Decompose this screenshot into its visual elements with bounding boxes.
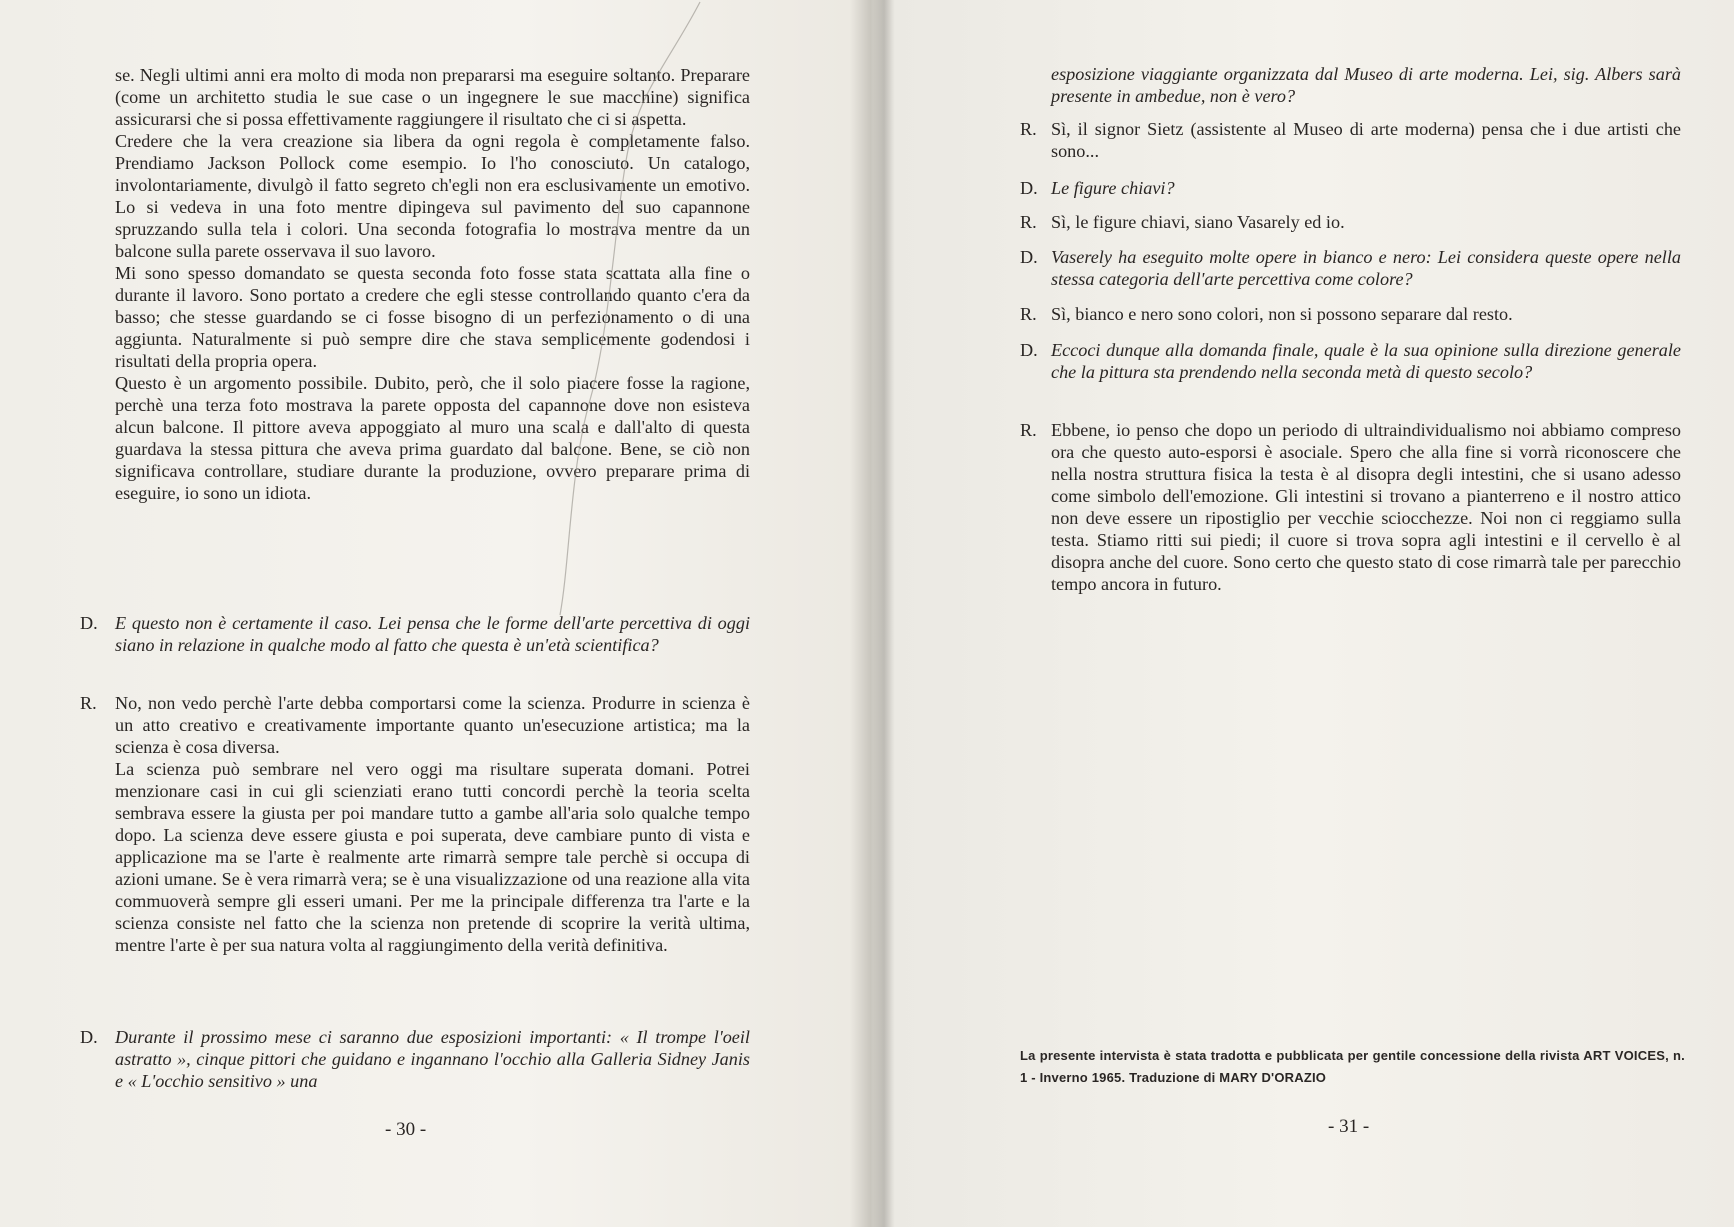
question-text: esposizione viaggiante organizzata dal Museo di arte moderna. Lei, sig. Albers sarà presente in ambedue, non è vero? — [1051, 64, 1681, 106]
page-number: - 30 - — [385, 1119, 427, 1140]
question-mark-label: D. — [80, 613, 98, 633]
paragraph: Credere che la vera creazione sia libera da ogni regola è completamente falso. Prendiamo Jackson Pollock come esempio. Io l'ho conosciuto. Un catalogo, involontariamente, divulgò il fatto segreto ch'egli non era esclusivamente un emotivo. Lo si vedeva in una foto mentre dipingeva sul pavimento del suo capannone spruzzando sulla tela i colori. Una seconda fotografia lo mostrava mentre da un balcone sulla parete osservava il suo lavoro. — [115, 131, 750, 261]
question-text: Le figure chiavi? — [1051, 178, 1175, 198]
question-text: E questo non è certamente il caso. Lei pensa che le forme dell'arte percettiva di oggi siano in relazione in qualche modo al fatto che questa è un'età scientifica? — [115, 613, 750, 655]
paragraph: Mi sono spesso domandato se questa seconda foto fosse stata scattata alla fine o durante il lavoro. Sono portato a credere che egli stesse controllando quanto c'era da basso; che stesse guardando se ci fosse bisogno di un perfezionamento o di una aggiunta. Naturalmente si può sempre dire che stava semplicemente godendosi i risultati della propria opera. — [115, 263, 750, 371]
answer-text: Ebbene, io penso che dopo un periodo di ultraindividualismo noi abbiamo compreso ora che questo auto-esporsi è asociale. Spero che alla fine si vorrà riconoscere che nella nostra struttura fisica la testa è al disopra degli intestini, che si usano adesso come simbolo dell'emozione. Gli intestini si trovano a pianterreno e il nostro attico non deve essere un ripostiglio per vecchie sciocchezze. Noi non ci reggiamo sulla testa. Stiamo ritti sui piedi; il cuore si trova sopra agli intestini e il cervello è al disopra anche del cuore. Sono certo che questo stato di cose rimarrà tale per parecchio tempo ancora in futuro. — [1051, 420, 1681, 594]
answer-mark-label: R. — [1020, 420, 1037, 440]
answer-paragraph: No, non vedo perchè l'arte debba comportarsi come la scienza. Produrre in scienza è un atto creativo e creativamente importante quanto un'esecuzione artistica; ma la scienza è cosa diversa. — [115, 693, 750, 757]
answer-mark-label: R. — [1020, 212, 1037, 232]
left-intro-text — [115, 64, 750, 504]
question-text: Eccoci dunque alla domanda finale, quale è la sua opinione sulla direzione generale che la pittura sta prendendo nella seconda metà di questo secolo? — [1051, 340, 1681, 382]
answer-text: Sì, bianco e nero sono colori, non si possono separare dal resto. — [1051, 304, 1513, 324]
question-mark-label: D. — [80, 1027, 98, 1047]
answer-text: Sì, le figure chiavi, siano Vasarely ed io. — [1051, 212, 1345, 232]
question-mark-label: D. — [1020, 247, 1038, 267]
answer-paragraph: La scienza può sembrare nel vero oggi ma risultare superata domani. Potrei menzionare casi in cui gli scienziati erano tutti concordi perchè la teoria scelta sembrava essere la giusta per poi mandare tutto a gambe all'aria solo qualche tempo dopo. La scienza deve essere giusta e poi superata, deve cambiare punto di vista e applicazione ma se l'arte è realmente arte rimarrà sempre tale perchè si occupa di azioni umane. Se è vera rimarrà vera; se è una visualizzazione od una reazione alla vita commuoverà sempre gli esseri umani. Per me la principale differenza tra l'arte e la scienza consiste nel fatto che la scienza non pretende di scoprire la verità ultima, mentre l'arte è per sua natura volta al raggiungimento della verità definitiva. — [115, 759, 750, 955]
paragraph: Questo è un argomento possibile. Dubito, però, che il solo piacere fosse la ragione, perchè una terza foto mostrava la parete opposta del capannone dove non esisteva alcun balcone. Il pittore aveva appoggiato al muro una scala e dall'alto di questa guardava la stessa pittura che aveva prima guardato dal balcone. Bene, se ciò non significava controllare, studiare durante la produzione, ovvero preparare prima di eseguire, io sono un idiota. — [115, 373, 750, 503]
answer-text: Sì, il signor Sietz (assistente al Museo di arte moderna) pensa che i due artisti che sono... — [1051, 119, 1681, 161]
answer-mark-label: R. — [80, 693, 97, 713]
question-text: Durante il prossimo mese ci saranno due esposizioni importanti: « Il trompe l'oeil astratto », cinque pittori che guidano e ingannano l'occhio alla Galleria Sidney Janis e « L'occhio sensitivo » una — [115, 1027, 750, 1091]
answer-mark-label: R. — [1020, 304, 1037, 324]
question-mark-label: D. — [1020, 178, 1038, 198]
answer-mark-label: R. — [1020, 119, 1037, 139]
question-mark-label: D. — [1020, 340, 1038, 360]
page-number: - 31 - — [1328, 1116, 1370, 1137]
translation-credit-note: La presente intervista è stata tradotta e pubblicata per gentile concessione della rivista ART VOICES, n. 1 - Inverno 1965. Traduzione di MARY D'ORAZIO — [1020, 1048, 1685, 1085]
paragraph: se. Negli ultimi anni era molto di moda non prepararsi ma eseguire soltanto. Preparare (come un architetto studia le sue case o un ingegnere le sue macchine) significa assicurarsi che si possa effettivamente raggiungere il risultato che ci si aspetta. — [115, 65, 750, 129]
question-text: Vaserely ha eseguito molte opere in bianco e nero: Lei considera queste opere nella stessa categoria dell'arte percettiva come colore? — [1051, 247, 1681, 289]
